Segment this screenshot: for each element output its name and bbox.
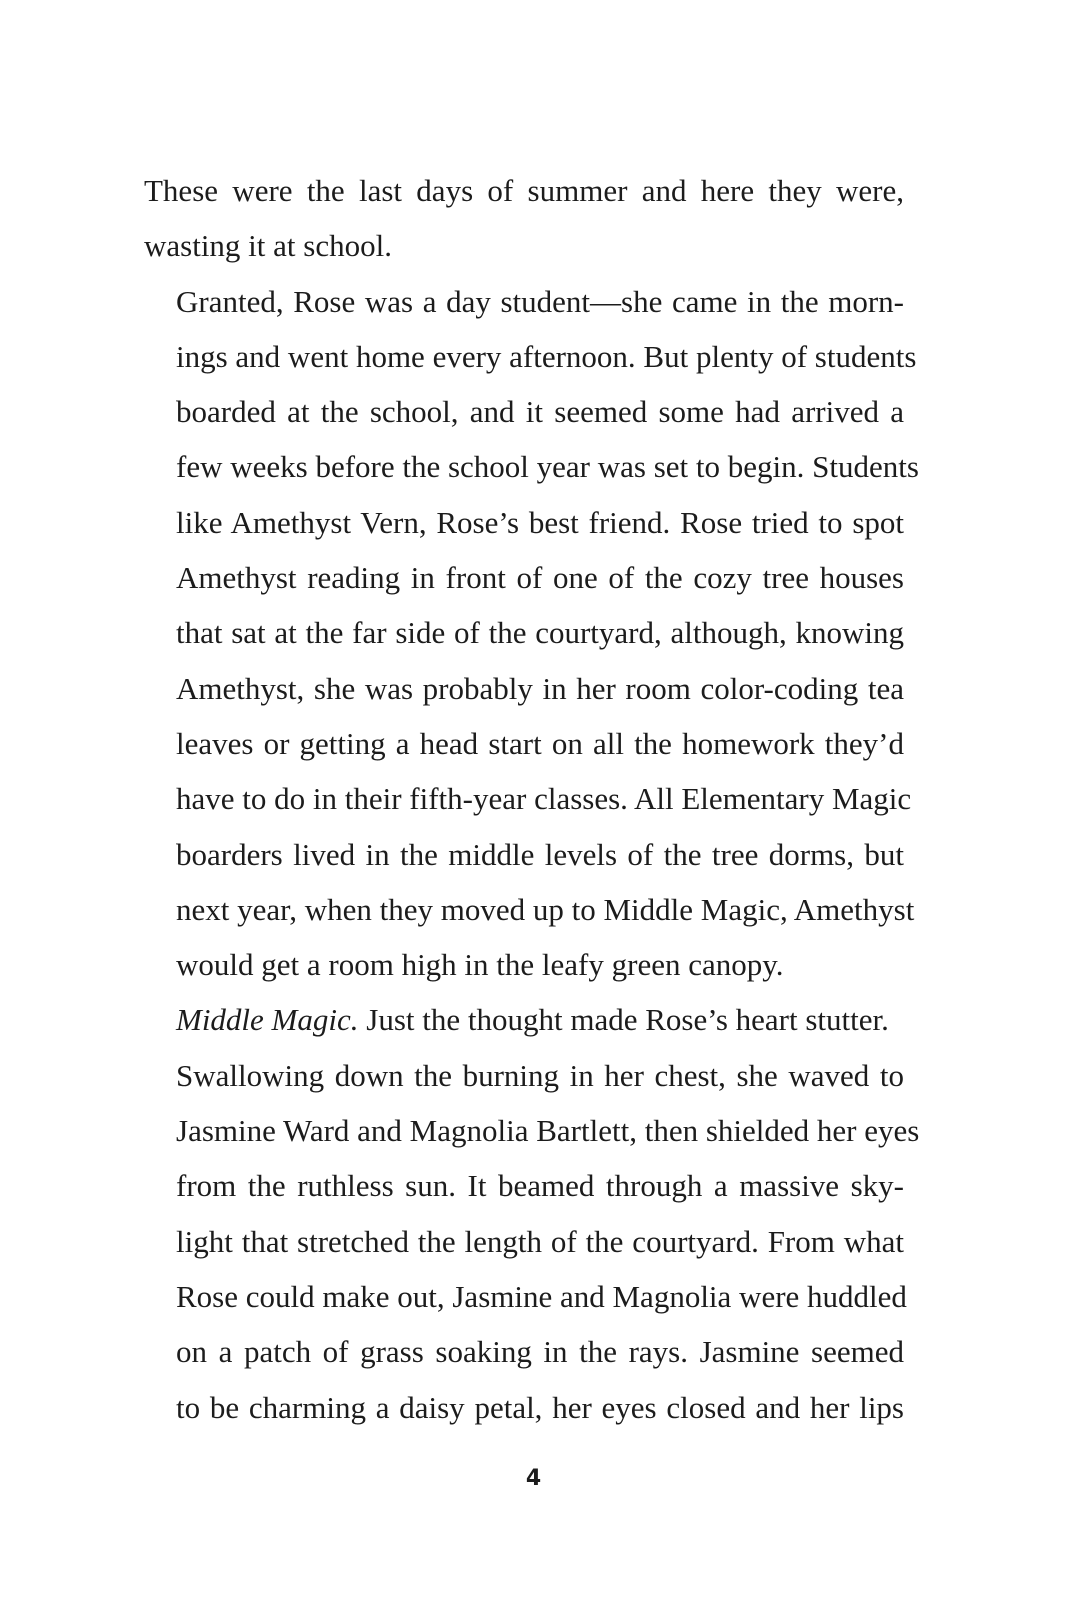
text-run: Just the thought made Rose’s heart stutter. bbox=[358, 1002, 889, 1038]
page-number: 4 bbox=[525, 1466, 542, 1491]
text-line: few weeks before the school year was set to begin. Students bbox=[176, 449, 919, 485]
paragraph-4 bbox=[144, 1048, 920, 1435]
text-line: like Amethyst Vern, Rose’s best friend. Rose tried to spot bbox=[176, 504, 904, 540]
text-line: Amethyst reading in front of one of the cozy tree houses bbox=[176, 560, 904, 596]
text-line: light that stretched the length of the courtyard. From what bbox=[176, 1223, 904, 1259]
text-line: Jasmine Ward and Magnolia Bartlett, then shielded her eyes bbox=[176, 1113, 920, 1149]
text-line: boarded at the school, and it seemed some had arrived a bbox=[176, 394, 904, 430]
text-line: leaves or getting a head start on all the homework they’d bbox=[176, 725, 904, 761]
text-line: wasting it at school. bbox=[144, 228, 392, 264]
text-line: These were the last days of summer and here they were, bbox=[144, 173, 904, 208]
paragraph-3 bbox=[144, 992, 904, 1047]
text-line: have to do in their fifth-year classes. All Elementary Magic bbox=[176, 781, 912, 817]
text-line: that sat at the far side of the courtyard, although, knowing bbox=[176, 615, 904, 651]
text-line: from the ruthless sun. It beamed through a massive sky- bbox=[176, 1168, 904, 1204]
text-line: next year, when they moved up to Middle Magic, Amethyst bbox=[176, 891, 915, 927]
text-line bbox=[144, 992, 904, 1047]
text-line: would get a room high in the leafy green canopy. bbox=[176, 947, 784, 983]
italic-lead: Middle Magic. bbox=[176, 1002, 359, 1038]
text-line: Amethyst, she was probably in her room color-coding tea bbox=[176, 670, 904, 706]
text-line: Swallowing down the burning in her chest, she waved to bbox=[176, 1057, 904, 1093]
paragraph-2 bbox=[144, 274, 919, 993]
text-line: Rose could make out, Jasmine and Magnolia were huddled bbox=[176, 1278, 907, 1314]
paragraph-1 bbox=[144, 163, 904, 274]
text-line: on a patch of grass soaking in the rays. Jasmine seemed bbox=[176, 1334, 904, 1370]
text-line: ings and went home every afternoon. But plenty of students bbox=[176, 338, 917, 374]
body-text bbox=[144, 163, 920, 1435]
text-line: to be charming a daisy petal, her eyes closed and her lips bbox=[176, 1389, 904, 1425]
text-line: boarders lived in the middle levels of the tree dorms, but bbox=[176, 836, 904, 872]
text-line: Granted, Rose was a day student—she came in the morn- bbox=[176, 283, 904, 319]
